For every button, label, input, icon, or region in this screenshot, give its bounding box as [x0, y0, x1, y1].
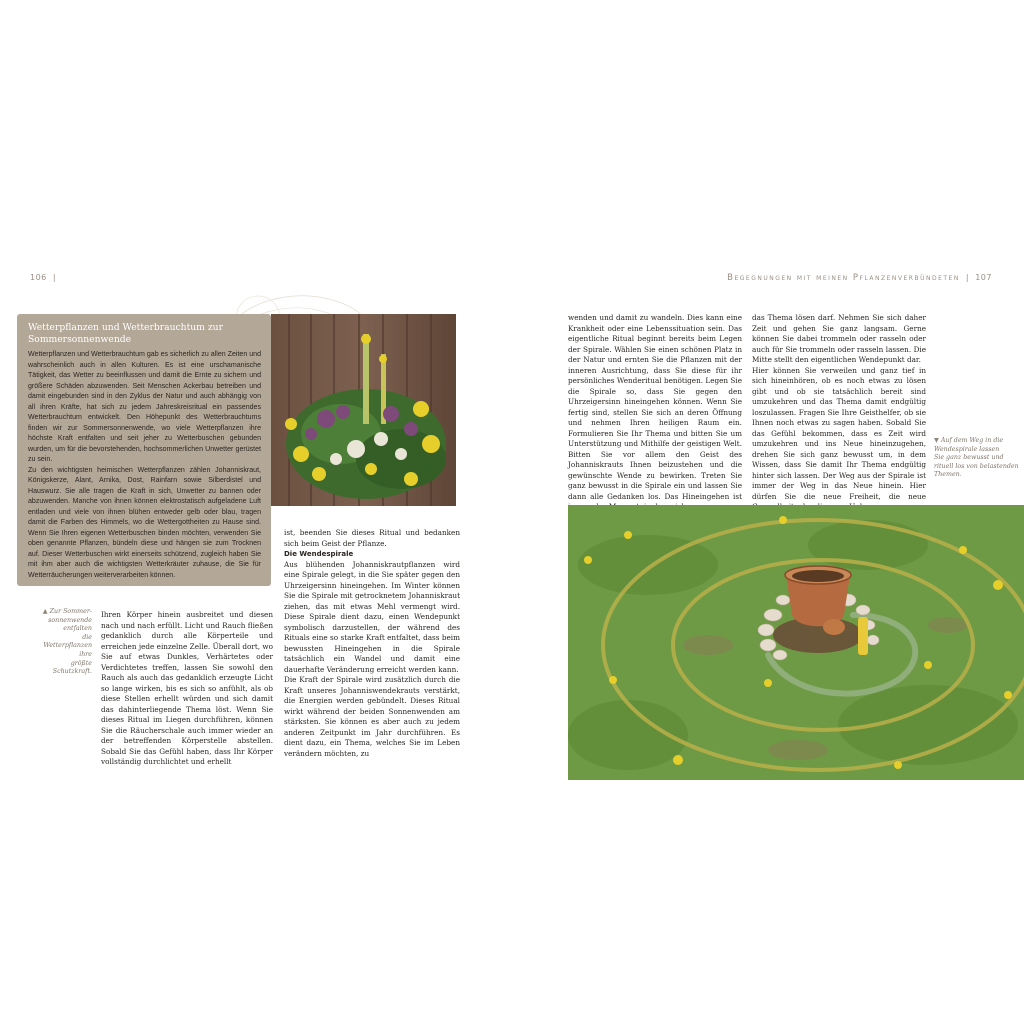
text-column-1: Ihren Körper hinein ausbreitet und diesen nach und nach erfüllt. Licht und Rauch fließen gedanklich durch alle Körperteile und erreichen jede einzelne Zelle. Überall dort, wo Sie auf etwas Dunkles, Verhärtetes oder Verdichtetes treffen, lassen Sie sowohl den Rauch als auch das gedanklich erzeugte Licht so lange wirken, bis es sich so anfühlt, als ob diese Stellen erhellt würden und sich damit das dahinterliegende Thema löst. Wenn Sie dieses Ritual im Liegen durchführen, können Sie die Räucherschale auch immer wieder an der betreffenden Körperstelle abstellen. Sobald Sie das Gefühl haben, dass Ihr Körper vollständig durchlichtet und erhellt: [101, 610, 273, 766]
sidebar-box: [17, 314, 271, 586]
text-column-4: das Thema lösen darf. Nehmen Sie sich daher Zeit und gehen Sie ganz langsam. Gerne können Sie dabei trommeln oder rasseln oder auch für Sie trommeln oder rasseln lassen. Die Mitte stellt den eigentlichen Wendepunkt dar. Hier können Sie verweilen und ganz tief in sich hineinhören, ob es noch etwas zu lösen gibt und ob sie tatsächlich bereit sind umzukehren und das Thema damit endgültig loszulassen. Fragen Sie Ihre Geisthelfer, ob sie Ihnen noch etwas zu sagen haben. Sobald Sie das Gefühl bekommen, dass es Zeit wird umzukehren und ins Neue hineinzugehen, drehen Sie sich ganz bewusst um, in dem Wissen, dass Sie damit Ihr Thema endgültig hinter sich lassen. Der Weg aus der Spirale ist immer der Weg in das Neue hinein. Hier dürfen Sie die neue Freiheit, die neue: [752, 313, 926, 501]
right-folio: [727, 273, 992, 283]
running-head: Begegnungen mit meinen Pflanzenverbündeten: [727, 273, 960, 283]
caption-right-text: Auf dem Weg in die Wendespirale lassen Sie ganz bewusst und rituell los von belastenden Themen.: [934, 437, 1019, 479]
left-page-number: 106: [30, 273, 47, 282]
sidebar-body: Wetterpflanzen und Wetterbrauchtum gab es sicherlich zu allen Zeiten und wahrscheinlich auch in allen Kulturen. Es ist eine urschamanische Tätigkeit, das Wetter zu beeinflussen und damit die Ernte zu sichern und größere Schäden abzuwenden. Seit Menschen Ackerbau betreiben und damit eingebunden sind in den Zyklus der Natur und auch abhängig von all ihren Kräfte, hat sich zu jedem Jahreskreisritual ein passendes Wetterbrauchtum entwickelt. Den Höhepunkt des Wetterbrauchtums finden wir zur Sommersonnenwende, wo viele Wetterpflanzen ihre höchste Kraft entfalten und seit jeher zu Wetterbuschen gebunden wurden, um für die bevorstehenden, hochsommerlichen Unwetter gerüstet zu sein. Zu den wichtigsten heimischen Wetterpflanzen zählen Johanniskraut, Königskerze, Alant, Arnika, Dost, Rainfarn sowie Silberdistel und Hauswurz. Sie alle tragen die Kraft in sich, Unwetter zu bannen oder abzuwenden. Manche von ihnen können elektrostatisch aufgeladene Luft entladen und viele von ihnen blühen entweder gelb oder blau, tragen damit die Farben des Himmels, wo die Wettergottheiten zu Hause sind. Wenn Sie Ihren eigenen Wetterbuschen binden möchten, verwenden Sie oben genannte Pflanzen, bündeln diese und hängen sie zum Trocknen auf. Dieser Wetterbuschen wirkt einerseits schützend, zugleich haben Sie mit ihm aber auch die wichtigsten Wetterkräuter zuhause, die Sie für Wetterräucherungen weiterverarbeiten können.: [28, 351, 261, 579]
folio-separator-right: |: [965, 273, 970, 282]
column-2-intro: ist, beenden Sie dieses Ritual und bedanken sich beim Geist der Pflanze.: [284, 528, 460, 548]
folio-separator-left: |: [52, 273, 57, 282]
column-2-body: Aus blühenden Johanniskrautpflanzen wird eine Spirale gelegt, in die Sie später gegen den Uhrzeigersinn hineingehen. Im Winter können Sie die Spirale mit getrocknetem Johanniskraut ziehen, das mit etwas Mehl vermengt wird. Diese Spirale dient dazu, einen Wendepunkt symbolisch darzustellen, der während des Rituals eine so starke Kraft entfaltet, dass beim bewussten Hineingehen in die Spirale tatsächlich ein Wandel und damit eine dauerhafte Veränderung erreicht werden kann. Die Kraft der Spirale wird zusätzlich durch die Kraft unseres Johanniswendekrauts verstärkt, die Energien werden gebündelt. Dieses Ritual wirkt während der beiden Sonnenwenden am stärksten. Sie können es aber auch zu jedem anderen Zeitpunkt im Jahr durchführen. Es dient dazu, ein Thema, welches Sie im Leben verändern möchten, zu: [284, 559, 460, 758]
bouquet-illustration: [271, 314, 456, 506]
left-folio: [30, 273, 56, 282]
caption-right-marker-icon: ▼: [934, 437, 939, 444]
caption-right: [934, 437, 1024, 480]
spiral-illustration: [568, 505, 1024, 780]
right-page-number: 107: [975, 273, 992, 282]
text-column-2: [284, 528, 460, 759]
spiral-photo: [568, 505, 1024, 780]
caption-left-marker-icon: ▲: [42, 608, 48, 615]
caption-left-text: Zur Sommer- sonnenwende entfalten die Wetterpflanzen ihre größte Schutzkraft.: [43, 608, 92, 676]
sidebar-title: Wetterpflanzen und Wetterbrauchtum zur Sommersonnenwende: [28, 322, 223, 345]
text-column-3: wenden und damit zu wandeln. Dies kann eine Krankheit oder eine Lebenssituation sein. Das eigentliche Ritual beginnt bereits beim Legen der Spirale. Wählen Sie einen schönen Platz in der Natur und ernten Sie die Pflanzen mit der inneren Ausrichtung, dass Sie diese für ihr persönliches Wenderitual benötigen. Legen Sie die Spirale so, dass Sie gegen den Uhrzeigersinn hineingehen können. Wenn Sie fertig sind, stellen Sie sich an deren Öffnung und nehmen Ihren heiligen Raum ein. Formulieren Sie Ihr Thema und bitten Sie um Unterstützung und Mithilfe der geistigen Welt. Bitten Sie vor allem den Geist des Johanniskrauts Ihnen beizustehen und die gewünschte Wende zu bewirken. Treten Sie ganz bewusst in die Spirale ein und lassen Sie dann alle Gedanken los. Das Hineingehen ist: [568, 313, 742, 501]
caption-left: [36, 608, 92, 677]
bouquet-photo: [271, 314, 456, 506]
section-heading-wendespirale: Die Wendespirale: [284, 550, 354, 558]
